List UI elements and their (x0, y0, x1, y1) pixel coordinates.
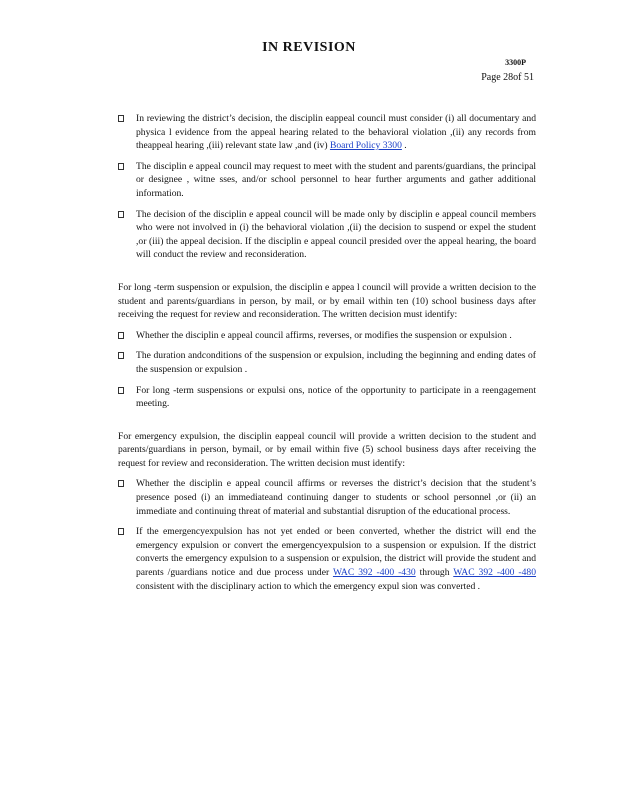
review-bullets (118, 112, 536, 262)
bullet-text-end: . (401, 140, 407, 152)
bullet-text: Whether the disciplin e appeal council affirms or reverses the district’s decision that the student’s presence posed (i) an immediateand continuing danger to students or school personnel ,or (ii) an immediate and continuing threat of material and substantial disruption of the educational process. (136, 478, 536, 517)
bullet-text: In reviewing the district’s decision, the disciplin eappeal council must consider (i) all documentary and physica l evidence from the appeal hearing related to the behavioral violation ,(ii) any records from theappeal hearing ,(iii) relevant state law ,and (iv) (136, 113, 536, 152)
bullet-review-considerations (118, 112, 536, 153)
policy-code: 3300P (505, 58, 526, 67)
bullet-icon (118, 480, 124, 487)
long-term-bullets (118, 329, 536, 411)
bullet-text: If the emergencyexpulsion has not yet ended or been converted, whether the district will end the emergency expulsion or convert the emergencyexpulsion to a suspension or expulsion. If the district converts the emergency expulsion to a suspension or expulsion, the district will provide the student and parents /guardians notice and due process under (136, 526, 536, 579)
spacer (118, 418, 536, 430)
bullet-icon (118, 115, 124, 122)
bullet-conversion (118, 525, 536, 593)
bullet-text-end: consistent with the disciplinary action to which the emergency expul sion was converted . (136, 580, 481, 592)
document-body (118, 112, 536, 600)
bullet-decision-makers (118, 208, 536, 262)
bullet-request-meeting (118, 160, 536, 201)
bullet-icon (118, 332, 124, 339)
bullet-icon (118, 528, 124, 535)
board-policy-link[interactable]: Board Policy 3300 (329, 140, 402, 152)
bullet-danger-determination (118, 477, 536, 518)
bullet-reengagement (118, 384, 536, 411)
page-number: Page 28of 51 (481, 72, 534, 83)
bullet-text: The disciplin e appeal council may request to meet with the student and parents/guardians, the principal or designee , witne sses, and/or school personnel to hear further arguments and gather additional information. (136, 160, 536, 199)
bullet-icon (118, 352, 124, 359)
revision-header: IN REVISION (262, 40, 356, 55)
wac-430-link[interactable]: WAC 392 -400 -430 (332, 567, 416, 579)
wac-480-link[interactable]: WAC 392 -400 -480 (453, 567, 537, 579)
bullet-affirm-reverse (118, 329, 536, 343)
emergency-intro: For emergency expulsion, the disciplin eappeal council will provide a written decision to the student and parents/guardians in person, bymail, or by email within five (5) school business days after receiving the request for review and reconsideration. The written decision must identify: (118, 430, 536, 469)
bullet-text: The duration andconditions of the suspension or expulsion, including the beginning and ending dates of the suspension or expulsion . (136, 350, 536, 375)
bullet-icon (118, 387, 124, 394)
spacer (118, 269, 536, 281)
long-term-intro: For long -term suspension or expulsion, the disciplin e appea l council will provide a written decision to the student and parents/guardians in person, by mail, or by email within ten (10) school business days after receiving the request for review and reconsideration. The written decision must identify: (118, 281, 536, 321)
bullet-icon (118, 163, 124, 170)
bullet-text: The decision of the disciplin e appeal council will be made only by disciplin e appeal council members who were not involved in (i) the behavioral violation ,(ii) the decision to suspend or expel the student ,or (iii) the appeal decision. If the disciplin e appeal council presided over the appeal hearing, the board will conduct the review and reconsideration. (136, 208, 536, 261)
emergency-bullets (118, 477, 536, 593)
bullet-text: Whether the disciplin e appeal council affirms, reverses, or modifies the suspension or expulsion . (136, 329, 512, 341)
bullet-duration (118, 349, 536, 376)
bullet-text-through: through (415, 567, 454, 579)
bullet-text: For long -term suspensions or expulsi ons, notice of the opportunity to participate in a reengagement meeting. (136, 384, 536, 410)
bullet-icon (118, 211, 124, 218)
